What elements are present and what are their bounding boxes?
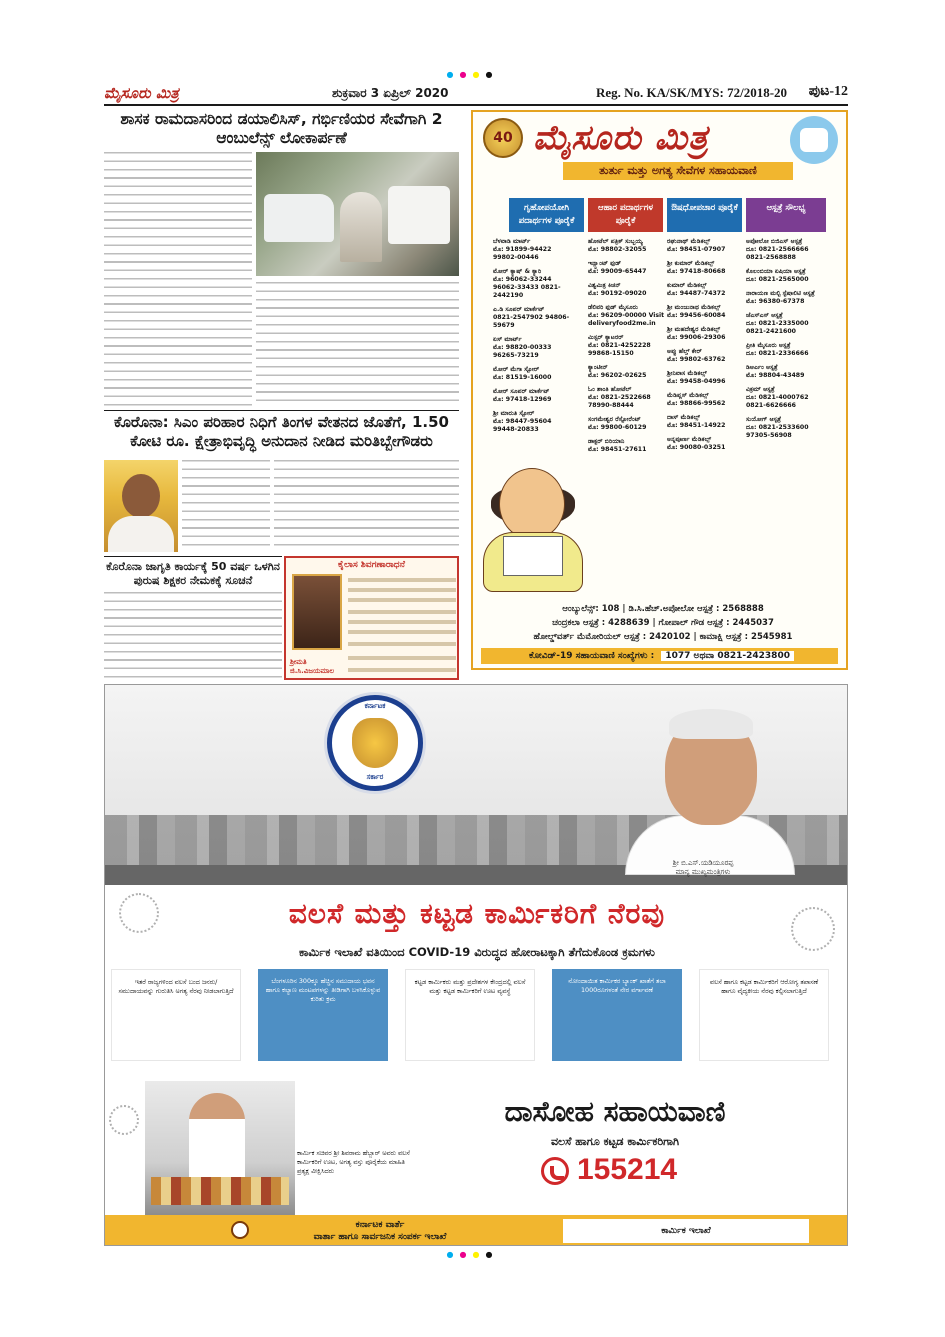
article1-body-continued bbox=[256, 282, 459, 408]
footer-info-department: ವಾರ್ತಾ ಹಾಗೂ ಸಾರ್ವಜನಿಕ ಸಂಪರ್ಕ ಇಲಾಖೆ bbox=[313, 1232, 447, 1242]
column-header-medicine: ಔಷಧೋಪಚಾರ ಪೂರೈಕೆ bbox=[667, 198, 742, 232]
helpline-footer-line: ಚಂದ್ರಕಲಾ ಆಸ್ಪತ್ರೆ : 4288639 | ಗೋಪಾಲ್ ಗೌಡ ಆಸ್ಪತ್ರೆ : 2445037 bbox=[552, 618, 774, 628]
helpline-entry-phone: ಮೊ: 81519-16000 bbox=[493, 374, 552, 381]
article1-body bbox=[104, 152, 252, 408]
minister-food-photo bbox=[145, 1081, 295, 1217]
helpline-entry bbox=[493, 306, 573, 330]
advert-footer-left bbox=[255, 1219, 505, 1243]
registration-number: Reg. No. KA/SK/MYS: 72/2018-20 bbox=[596, 85, 788, 100]
helpline-entry-name: ಸಂಗಮೇಶ್ವರ ರೆಸ್ಟೋರೆಂಟ್ bbox=[588, 416, 641, 423]
print-registration-marks-bottom bbox=[0, 1250, 945, 1259]
measures-cards bbox=[111, 969, 843, 1065]
helpline-entry bbox=[746, 290, 826, 306]
article2-headline: ಕೊರೊನಾ: ಸಿಎಂ ಪರಿಹಾರ ನಿಧಿಗೆ ತಿಂಗಳ ವೇತನದ ಜೊತೆಗೆ, 1.50 ಕೋಟಿ ರೂ. ಕ್ಷೇತ್ರಾಭಿವೃದ್ಧಿ ಅನುದಾನ ನೀಡಿದ ಮರಿತಿಬ್ಬೇಗೌಡರು bbox=[114, 413, 449, 450]
page-header bbox=[104, 84, 848, 106]
cyan-mark: ● bbox=[446, 1250, 460, 1259]
helpline-entry-phone: ಮೊ: 96202-02625 bbox=[588, 372, 647, 379]
cm-hair bbox=[669, 709, 753, 739]
helpline-entry bbox=[667, 348, 747, 364]
helpline-entry-name: ರಘುನಾಥ್ ಮೆಡಿಕಲ್ಸ್ bbox=[667, 238, 711, 245]
ambulance-photo bbox=[256, 152, 459, 276]
helpline-entry-name: ಅಪೋಲೋ ಬಿಜಿಎಸ್ ಆಸ್ಪತ್ರೆ bbox=[746, 238, 803, 245]
helpline-footer-line: ಹೋಲ್ಡ್‌ವರ್ತ್ ಮೆಮೋರಿಯಲ್ ಆಸ್ಪತ್ರೆ : 2420102 | ಕಾಮಾಕ್ಷಿ ಆಸ್ಪತ್ರೆ : 2545981 bbox=[533, 632, 793, 642]
helpline-entry bbox=[493, 268, 573, 300]
helpline-entry-phone: ದೂ: 0821-2566666 0821-2568888 bbox=[746, 246, 809, 261]
helpline-entry-phone: ಮೊ: 99006-29306 bbox=[667, 334, 726, 341]
helpline-entry-phone: ದೂ: 0821-4000762 0821-6626666 bbox=[746, 394, 809, 409]
measure-card: ಬೆಂಗಳೂರಿನ 300ಕ್ಕೂ ಹೆಚ್ಚಿನ ಸಮುದಾಯ ಭವನ ಹಾಗೂ ಕಲ್ಯಾಣ ಮಂಟಪಗಳನ್ನು ತೀಡಿಗಾಗಿ ಬಳಸಿಕೊಳ್ಳುವ ಕುರಿತು ಕ್ರಮ bbox=[258, 969, 388, 1061]
mascot-newspaper bbox=[503, 536, 563, 576]
helpline-entry bbox=[667, 260, 747, 276]
helpline-entry-name: ಶ್ರೀನಿವಾಸ ಮೆಡಿಕಲ್ಸ್ bbox=[667, 370, 707, 377]
cm-designation: ಮಾನ್ಯ ಮುಖ್ಯಮಂತ್ರಿಗಳು bbox=[675, 868, 731, 876]
anniversary-badge: 40 bbox=[483, 118, 523, 158]
helpline-entry-phone: ಮೊ: 98866-99562 bbox=[667, 400, 726, 407]
helpline-entry bbox=[588, 386, 668, 410]
obituary-text-line bbox=[348, 610, 456, 614]
helpline-entry bbox=[588, 260, 668, 276]
advert-title: ವಲಸೆ ಮತ್ತು ಕಟ್ಟಡ ಕಾರ್ಮಿಕರಿಗೆ ನೆರವು bbox=[288, 897, 666, 930]
yellow-mark: ● bbox=[472, 1250, 486, 1259]
helpline-entry bbox=[746, 268, 826, 284]
helpline-entry bbox=[746, 238, 826, 262]
helpline-logo: ಮೈಸೂರು ಮಿತ್ರ bbox=[533, 118, 709, 158]
helpline-entry bbox=[588, 438, 668, 454]
helpline-entry-phone: ಮೊ: 98802-32055 bbox=[588, 246, 647, 253]
helpline-entry-phone: ಮೊ: 94487-74372 bbox=[667, 290, 726, 297]
helpline-entry-name: ಅನ್ನಪೂರ್ಣ ಮೆಡಿಕಲ್ಸ್ bbox=[667, 436, 712, 443]
page-number: ಪುಟ-12 bbox=[808, 84, 848, 99]
helpline-entry-phone: ದೂ: 0821-2533600 97305-56908 bbox=[746, 424, 809, 439]
helpline-entry-phone: ಮೊ: 98451-14922 bbox=[667, 422, 726, 429]
obituary-text-line bbox=[348, 656, 456, 660]
helpline-entry bbox=[588, 416, 668, 432]
helpline-entry-name: ಶ್ರೀ ಮಾರುತಿ ಸ್ಟೋರ್ bbox=[493, 410, 535, 417]
helpline-entry-phone: ಮೊ: 98820-00333 96265-73219 bbox=[493, 344, 552, 359]
helpline-entry-phone: ಮೊ: 97418-80668 bbox=[667, 268, 726, 275]
helpline-entry-name: ಅಪ್ಪು ಹೆಲ್ತ್ ಕೇರ್ bbox=[667, 348, 702, 355]
cm-name: ಶ್ರೀ ಬಿ.ಎಸ್.ಯಡಿಯೂರಪ್ಪ bbox=[672, 859, 734, 867]
measure-card: ನೋಂದಾಯಿತ ಕಾರ್ಮಿಕರ ಬ್ಯಾಂಕ್ ಖಾತೆಗೆ ತಲಾ 1000ರೂಗಳಂತೆ ನೇರ ವರ್ಗಾವಣೆ bbox=[552, 969, 682, 1061]
helpline-entry-name: ಮಿಸ್ಟರ್ ಕ್ಯಾಟರರ್ bbox=[588, 334, 624, 341]
obituary-notice bbox=[284, 556, 459, 680]
covid-helpline-bar bbox=[481, 648, 838, 664]
seal-bottom-text: ಸರ್ಕಾರ bbox=[366, 773, 384, 781]
helpline-entry-phone: ಮೊ: 98451-07907 bbox=[667, 246, 726, 253]
cyan-mark: ● bbox=[446, 70, 460, 79]
covid-helpline-label: ಕೋವಿಡ್-19 ಸಹಾಯವಾಣಿ ಸಂಖ್ಯೆಗಳು : bbox=[529, 651, 655, 661]
helpline-column-hospital bbox=[746, 238, 826, 446]
ambulance-van-right bbox=[388, 186, 450, 244]
dasoha-helpline-number bbox=[537, 1155, 737, 1189]
article3-body bbox=[104, 592, 282, 680]
column-header-household: ಗೃಹೋಪಯೋಗಿ ಪದಾರ್ಥಗಳ ಪೂರೈಕೆ bbox=[509, 198, 584, 232]
cm-caption bbox=[623, 859, 783, 877]
helpline-number: 155214 bbox=[577, 1153, 678, 1186]
helpline-entry-name: ಇನ್ಸ್ಟಾಂಟ್ ಫುಡ್ bbox=[588, 260, 622, 267]
helpline-entry-name: ವಿಶ್ವಮಿತ್ರ ಕಿಚನ್ bbox=[588, 282, 621, 289]
helpline-entry bbox=[493, 388, 573, 404]
helpline-entry-phone: ಮೊ: 97418-12969 bbox=[493, 396, 552, 403]
helpline-entry bbox=[493, 336, 573, 360]
helpline-entry-name: ಡಿಆರ್ಎಂ ಆಸ್ಪತ್ರೆ bbox=[746, 364, 778, 371]
helpline-entry-name: ಮೋರ್ ಸೂಪರ್ ಮಾರ್ಕೆಟ್ bbox=[493, 388, 550, 395]
obituary-text-line bbox=[348, 578, 456, 582]
helpline-entry bbox=[588, 364, 668, 380]
helpline-entry bbox=[588, 238, 668, 254]
helpline-entry-phone: ಮೊ: 96209-00000 Visit deliveryfood2me.in bbox=[588, 312, 665, 327]
portrait-shirt bbox=[108, 516, 174, 552]
helpline-entry-name: ವಿಕ್ರಮ್ ಆಸ್ಪತ್ರೆ bbox=[746, 386, 775, 393]
magenta-mark: ● bbox=[459, 1250, 473, 1259]
helpline-entry bbox=[667, 414, 747, 430]
dasoha-helpline-title: ದಾಸೋಹ ಸಹಾಯವಾಣಿ bbox=[504, 1095, 726, 1128]
helpline-entry bbox=[746, 386, 826, 410]
obituary-text-line bbox=[348, 620, 456, 624]
helpline-entry-phone: ದೂ: 0821-2565000 bbox=[746, 276, 809, 283]
helpline-entry-phone: ಮೊ: 98804-43489 bbox=[746, 372, 805, 379]
article3-headline: ಕೊರೊನಾ ಜಾಗೃತಿ ಕಾರ್ಯಕ್ಕೆ 50 ವರ್ಷ ಒಳಗಿನ ಪುರುಷ ಶಿಕ್ಷಕರ ನೇಮಕಕ್ಕೆ ಸೂಚನೆ bbox=[106, 560, 280, 588]
helpline-subtitle: ತುರ್ತು ಮತ್ತು ಅಗತ್ಯ ಸೇವೆಗಳ ಸಹಾಯವಾಣಿ bbox=[563, 162, 793, 180]
print-registration-marks bbox=[0, 70, 945, 79]
article2-body bbox=[182, 460, 270, 552]
minister-caption: ಕಾರ್ಮಿಕ ಸಚಿವರ ಶ್ರೀ ಶಿವರಾಮ ಹೆಬ್ಬಾರ್ ಅವರು ವಲಸೆ ಕಾರ್ಮಿಕರಿಗೆ ಊಟ, ಅಗತ್ಯ ವಸ್ತು ಪೂರೈಕೆಯ ಮಾಹಿತಿ ಪ್ರತ್ಯಕ್ಷ ವೀಕ್ಷಿಸಿದರು bbox=[297, 1149, 410, 1175]
footer-karnataka-varthe: ಕರ್ನಾಟಕ ವಾರ್ತೆ bbox=[355, 1220, 405, 1230]
helpline-entry bbox=[493, 238, 573, 262]
dasoha-helpline-subtitle: ವಲಸೆ ಹಾಗೂ ಕಟ್ಟಡ ಕಾರ್ಮಿಕರಿಗಾಗಿ bbox=[550, 1135, 680, 1148]
helpline-column-food bbox=[588, 238, 668, 460]
helpline-entry-phone: ದೂ: 0821-2336666 bbox=[746, 350, 809, 357]
helpline-entry-phone: 0821-2547902 94806-59679 bbox=[493, 314, 570, 329]
telephone-icon bbox=[790, 116, 838, 164]
obituary-text-line bbox=[348, 668, 456, 672]
helpline-entry-phone: ಮೊ: 91899-94422 99802-00446 bbox=[493, 246, 552, 261]
helpline-entry-phone: ಮೊ: 98447-95604 99448-20833 bbox=[493, 418, 552, 433]
department-emblem-icon bbox=[231, 1221, 249, 1239]
helpline-entry-phone: ಮೊ: 99800-60129 bbox=[588, 424, 647, 431]
helpline-entry-name: ಮೆಡಿಪ್ಲಸ್ ಮೆಡಿಕಲ್ಸ್ bbox=[667, 392, 709, 399]
helpline-entry-name: ಕ್ಯಾಂಟೀನ್ bbox=[588, 364, 608, 371]
helpline-entry-name: ಸುಯೋಗ್ ಆಸ್ಪತ್ರೆ bbox=[746, 416, 782, 423]
helpline-entry-phone: ಮೊ: 99456-60084 bbox=[667, 312, 726, 319]
obituary-text-line bbox=[348, 642, 456, 646]
government-advertisement bbox=[104, 684, 848, 1246]
magenta-mark: ● bbox=[459, 70, 473, 79]
helpline-entry bbox=[588, 304, 668, 328]
karnataka-govt-seal bbox=[327, 695, 423, 791]
helpline-entry bbox=[746, 342, 826, 358]
obituary-text-line bbox=[348, 630, 456, 634]
article-divider bbox=[104, 410, 459, 411]
helpline-entry-name: ಹೋಟೆಲ್ ಪತ್ರಿಕ್ ಸುಬ್ಬಯ್ಯ bbox=[588, 238, 643, 245]
helpline-entry-name: ಪ್ರೀತಿ ಮೈಸೂರು ಆಸ್ಪತ್ರೆ bbox=[746, 342, 791, 349]
helpline-column-household bbox=[493, 238, 573, 440]
helpline-column-medicine bbox=[667, 238, 747, 458]
black-mark: ● bbox=[485, 1250, 499, 1259]
obituary-text-line bbox=[348, 598, 456, 602]
helpline-entry-name: ಕೊಲಂಬಿಯಾ ಏಷಿಯಾ ಆಸ್ಪತ್ರೆ bbox=[746, 268, 806, 275]
helpline-box bbox=[471, 110, 848, 670]
helpline-entry-phone: ಮೊ: 96380-67378 bbox=[746, 298, 805, 305]
helpline-entry bbox=[667, 392, 747, 408]
helpline-entry bbox=[746, 416, 826, 440]
article2-body-continued bbox=[274, 460, 459, 552]
helpline-entry-name: ಮೋರ್ ಮೆಗಾ ಸ್ಟೋರ್ bbox=[493, 366, 540, 373]
mla-portrait bbox=[104, 460, 178, 552]
people-group bbox=[340, 192, 382, 262]
helpline-entry-phone: ಮೊ: 99458-04996 bbox=[667, 378, 726, 385]
helpline-entry-phone: ದೂ: 0821-2335000 0821-2421600 bbox=[746, 320, 809, 335]
helpline-entry-name: ಡೆಲಿವರಿ ಫುಡ್ ಮೈಸೂರು bbox=[588, 304, 638, 311]
obituary-photo bbox=[292, 574, 342, 650]
helpline-entry-phone: ಮೊ: 98451-27611 bbox=[588, 446, 647, 453]
helpline-entry bbox=[493, 410, 573, 434]
yellow-mark: ● bbox=[472, 70, 486, 79]
helpline-entry-name: ಶ್ರೀ ಮಂಜುನಾಥ ಮೆಡಿಕಲ್ಸ್ bbox=[667, 304, 721, 311]
obituary-text-line bbox=[348, 588, 456, 592]
helpline-entry bbox=[746, 312, 826, 336]
covid-helpline-numbers: 1077 ಅಥವಾ 0821-2423800 bbox=[661, 651, 794, 661]
helpline-entry bbox=[588, 282, 668, 298]
helpline-entry-name: ಬೆಳವಾಡಿ ಮಾರ್ಟ್ bbox=[493, 238, 531, 245]
advert-footer-right: ಕಾರ್ಮಿಕ ಇಲಾಖೆ bbox=[563, 1219, 809, 1243]
portrait-face bbox=[122, 474, 160, 518]
helpline-entry bbox=[667, 326, 747, 342]
helpline-entry-name: ಡಾಕ್ಟರ್ ಬಿರಿಯಾನಿ bbox=[588, 438, 625, 445]
helpline-entry-phone: ಮೊ: 0821-2522668 78990-88444 bbox=[588, 394, 651, 409]
phone-icon bbox=[541, 1157, 569, 1185]
helpline-entry-name: ಜೆಎಸ್ಎಸ್ ಆಸ್ಪತ್ರೆ bbox=[746, 312, 783, 319]
helpline-entry bbox=[493, 366, 573, 382]
helpline-entry-name: ಮೋರ್ ಕ್ಯಾಷ್ & ಕ್ಯಾರಿ bbox=[493, 268, 542, 275]
mascot-face bbox=[499, 468, 565, 540]
helpline-entry-name: ಶ್ರೀ ಕುಮಾರ್ ಮೆಡಿಕಲ್ಸ್ bbox=[667, 260, 715, 267]
helpline-entry-phone: ಮೊ: 96062-33244 96062-33433 0821-2442190 bbox=[493, 276, 561, 299]
issue-date: ಶುಕ್ರವಾರ 3 ಏಪ್ರಿಲ್ 2020 bbox=[332, 86, 449, 100]
helpline-entry-name: ನಾರಾಯಣ ಮಲ್ಟಿ ಸ್ಪೆಷಾಲಿಟಿ ಆಸ್ಪತ್ರೆ bbox=[746, 290, 815, 297]
helpline-entry-phone: ಮೊ: 99009-65447 bbox=[588, 268, 647, 275]
virus-icon bbox=[109, 1105, 139, 1135]
helpline-entry bbox=[667, 238, 747, 254]
measure-card: ವಲಸೆ ಹಾಗೂ ಕಟ್ಟಡ ಕಾರ್ಮಿಕರಿಗೆ ಆರೋಗ್ಯ ತಪಾಸಣೆ ಹಾಗೂ ವೈದ್ಯಕೀಯ ನೆರವು ಕಲ್ಪಿಸಲಾಗುತ್ತಿದೆ bbox=[699, 969, 829, 1061]
measure-card: ಕಟ್ಟಡ ಕಾರ್ಮಿಕರು ಮತ್ತು ಪ್ರದೇಶಗಳ ಕೇಂದ್ರದಲ್ಲಿ ವಲಸೆ ಮತ್ತು ಕಟ್ಟಡ ಕಾರ್ಮಿಕರಿಗೆ ಊಟ ವ್ಯವಸ್ಥೆ bbox=[405, 969, 535, 1061]
seal-emblem bbox=[352, 718, 398, 768]
mascot-illustration bbox=[477, 462, 589, 592]
black-mark: ● bbox=[485, 70, 499, 79]
advert-subtitle: ಕಾರ್ಮಿಕ ಇಲಾಖೆ ವತಿಯಿಂದ COVID-19 ವಿರುದ್ಧದ ಹೋರಾಟಕ್ಕಾಗಿ ತೆಗೆದುಕೊಂಡ ಕ್ರಮಗಳು bbox=[299, 945, 655, 959]
column-header-food: ಆಹಾರ ಪದಾರ್ಥಗಳ ಪೂರೈಕೆ bbox=[588, 198, 663, 232]
helpline-entry bbox=[588, 334, 668, 358]
masthead-logo: ಮೈಸೂರು ಮಿತ್ರ bbox=[104, 84, 179, 102]
chief-minister-portrait bbox=[625, 697, 795, 869]
article-divider-2 bbox=[104, 556, 282, 557]
column-header-hospital: ಆಸ್ಪತ್ರೆ ಸೌಲಭ್ಯ bbox=[746, 198, 826, 232]
ambulance-van-left bbox=[264, 194, 334, 242]
helpline-entry bbox=[667, 304, 747, 320]
helpline-entry-name: ಕುಮಾರ್ ಮೆಡಿಕಲ್ಸ್ bbox=[667, 282, 707, 289]
helpline-entry-name: ಎ.ಡಿ ಸೂಪರ್ ಮಾರ್ಕೆಟ್ bbox=[493, 306, 545, 313]
helpline-entry-name: ಶ್ರೀ ಮಹದೇಶ್ವರ ಮೆಡಿಕಲ್ಸ್ bbox=[667, 326, 721, 333]
article1-headline: ಶಾಸಕ ರಾಮದಾಸರಿಂದ ಡಯಾಲಿಸಿಸ್, ಗರ್ಭಿಣಿಯರ ಸೇವೆಗಾಗಿ 2 ಆಂಬುಲೆನ್ಸ್ ಲೋಕಾರ್ಪಣೆ bbox=[120, 110, 443, 148]
helpline-entry bbox=[667, 436, 747, 452]
helpline-entry bbox=[746, 364, 826, 380]
helpline-entry-phone: ಮೊ: 90192-09020 bbox=[588, 290, 647, 297]
obituary-name: ಶ್ರೀಮತಿ ಜಿ.ಸಿ.ವಿಜಯಮಾಲ bbox=[290, 658, 335, 675]
obituary-title: ಕೈಲಾಸ ಶಿವಗಣಾರಾಧನೆ bbox=[338, 560, 405, 570]
helpline-entry-phone: ಮೊ: 99802-63762 bbox=[667, 356, 726, 363]
helpline-entry-phone: ಮೊ: 90080-03251 bbox=[667, 444, 726, 451]
helpline-entry-name: ದಾಸ್ ಮೆಡಿಕಲ್ಸ್ bbox=[667, 414, 701, 421]
helpline-entry-phone: ಮೊ: 0821-4252228 99868-15150 bbox=[588, 342, 651, 357]
helpline-entry bbox=[667, 370, 747, 386]
seal-top-text: ಕರ್ನಾಟಕ bbox=[364, 702, 386, 710]
advert-footer bbox=[105, 1215, 848, 1246]
helpline-footer-line: ಆಂಬ್ಯುಲೆನ್ಸ್: 108 | ಡಿ.ಸಿ.ಹೆಚ್.ಅಪೋಲೋ ಆಸ್ಪತ್ರೆ : 2568888 bbox=[562, 604, 764, 614]
food-table bbox=[151, 1177, 289, 1205]
helpline-entry-name: ಓಂ ಶಾಂತಿ ಹೋಟೆಲ್ bbox=[588, 386, 632, 393]
helpline-entry bbox=[667, 282, 747, 298]
helpline-entry-name: ಏಸ್ ಮಾರ್ಟ್ bbox=[493, 336, 522, 343]
measure-card: ಇತರೆ ರಾಜ್ಯಗಳಿಂದ ವಲಸೆ ಬಂದ ಜನರು/ಸಮುದಾಯವನ್ನು ಗುರುತಿಸಿ ಅಗತ್ಯ ನೆರವು ನೀಡಲಾಗುತ್ತಿದೆ bbox=[111, 969, 241, 1061]
